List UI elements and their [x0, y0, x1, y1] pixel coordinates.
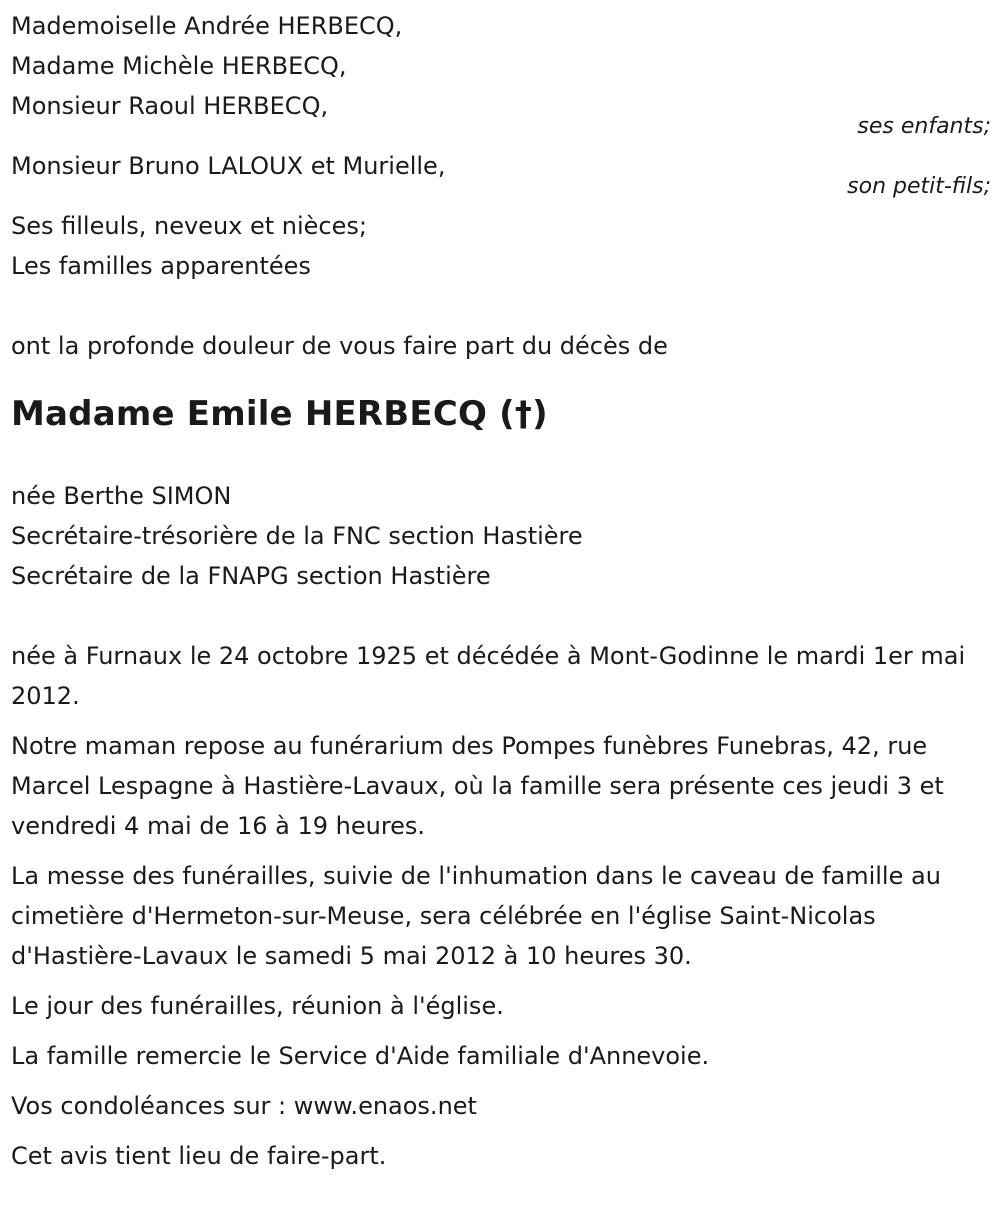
child-name: Monsieur Raoul HERBECQ,	[11, 92, 329, 120]
children-block	[11, 6, 991, 140]
death-notice	[11, 6, 991, 1176]
closing-paragraph: Cet avis tient lieu de faire-part.	[11, 1142, 387, 1170]
funeral-mass-paragraph: La messe des funérailles, suivie de l'inhumation dans le caveau de famille au cimetière d'Hermeton-sur-Meuse, sera célébrée en l'église Saint-Nicolas d'Hastière-Lavaux le samedi 5 mai 2012 à 10 heures 30.	[11, 862, 941, 970]
maiden-name: née Berthe SIMON	[11, 482, 232, 510]
child-name: Mademoiselle Andrée HERBECQ,	[11, 12, 403, 40]
grandson-role: son petit-fils;	[847, 174, 991, 199]
grandson-name: Monsieur Bruno LALOUX et Murielle,	[11, 152, 446, 180]
relatives-line: Ses filleuls, neveux et nièces;	[11, 212, 367, 240]
thanks-paragraph: La famille remercie le Service d'Aide familiale d'Annevoie.	[11, 1042, 710, 1070]
deceased-name: Madame Emile HERBECQ (†)	[11, 394, 548, 434]
child-name: Madame Michèle HERBECQ,	[11, 52, 347, 80]
grandson-block	[11, 146, 991, 200]
role-line: Secrétaire de la FNAPG section Hastière	[11, 562, 491, 590]
deceased-details	[11, 476, 991, 596]
role-line: Secrétaire-trésorière de la FNC section Hastière	[11, 522, 583, 550]
notice-body	[11, 636, 991, 1176]
children-role: ses enfants;	[857, 114, 991, 139]
relatives-line: Les familles apparentées	[11, 252, 311, 280]
condolences-paragraph: Vos condoléances sur : www.enaos.net	[11, 1092, 477, 1120]
birth-death-paragraph: née à Furnaux le 24 octobre 1925 et décédée à Mont-Godinne le mardi 1er mai 2012.	[11, 642, 966, 710]
funerarium-paragraph: Notre maman repose au funérarium des Pompes funèbres Funebras, 42, rue Marcel Lespagne à Hastière-Lavaux, où la famille sera présente ces jeudi 3 et vendredi 4 mai de 16 à 19 heures.	[11, 732, 944, 840]
meeting-paragraph: Le jour des funérailles, réunion à l'église.	[11, 992, 504, 1020]
other-relatives	[11, 206, 991, 286]
announcement-text: ont la profonde douleur de vous faire part du décès de	[11, 332, 668, 360]
